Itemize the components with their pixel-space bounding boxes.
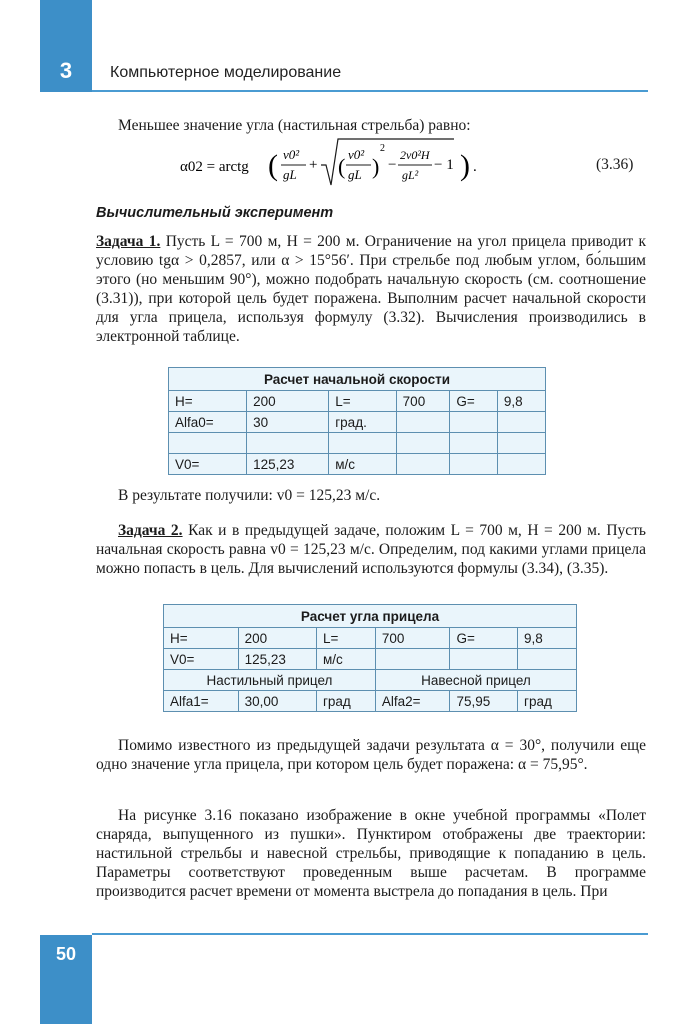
- table-cell: Alfa0=: [169, 412, 247, 433]
- table-row: [169, 391, 546, 412]
- formula-inner-paren-open: (: [338, 154, 346, 179]
- paragraph-after-task2: Помимо известного из предыдущей задачи результата α = 30°, получили еще одно значение угла прицела, при котором цель будет поражена: α = 75,95°.: [96, 737, 646, 773]
- formula-inner-paren-close: ): [372, 154, 380, 179]
- table-cell: [450, 649, 518, 670]
- table-row: [169, 454, 546, 475]
- table-cell: 30: [247, 412, 329, 433]
- table-cell: 30,00: [238, 691, 316, 712]
- table-cell: [247, 433, 329, 454]
- intro-paragraph: Меньшее значение угла (настильная стрельба) равно:: [118, 117, 471, 134]
- chapter-number: 3: [59, 58, 73, 83]
- table-cell: L=: [316, 628, 375, 649]
- table-cell: [396, 433, 450, 454]
- paragraph-figure-3-16: На рисунке 3.16 показано изображение в окне учебной программы «Полет снаряда, выпущенного из пушки». Пунктиром отображены две траектории: настильной стрельбы и навесной стрельбы, приводящие к попаданию в цель. Параметры соответствуют проведенным выше расчетам. В программе производится расчет времени от момента выстрела до попадания в цель. При: [96, 807, 646, 900]
- task1-label: Задача 1.: [96, 233, 161, 250]
- formula-num3: 2v0²H: [400, 148, 430, 162]
- formula-den3: gL²: [402, 168, 419, 182]
- formula-exponent: 2: [380, 143, 385, 154]
- table-cell: 75,95: [450, 691, 518, 712]
- table-cell: [497, 433, 545, 454]
- table-cell: град: [316, 691, 375, 712]
- table-row: [164, 628, 577, 649]
- section-title: Вычислительный эксперимент: [96, 205, 334, 221]
- table-cell: м/с: [316, 649, 375, 670]
- formula-3-36: [180, 135, 480, 193]
- task1-text: Пусть L = 700 м, H = 200 м. Ограничение на угол прицела приводит к условию tgα > 0,2857, или α > 15°56′. При стрельбе под любым углом, бо́льшим этого (но меньшим 90°), можно подобрать начальную скорость (см. соотношение (3.31)), при которой цель будет поражена. Выполним расчет начальной скорости для угла прицела, используя формулу (3.32). Вычисления производились в электронной таблице.: [96, 233, 646, 345]
- table-cell: 200: [247, 391, 329, 412]
- table-cell: V0=: [164, 649, 239, 670]
- formula-period: .: [473, 159, 477, 175]
- table-row: [164, 649, 577, 670]
- table-cell: [450, 412, 497, 433]
- table-cell: [329, 433, 396, 454]
- subheader-high-aim: Навесной прицел: [375, 670, 576, 691]
- formula-lhs: α02 = arctg: [180, 159, 249, 175]
- table-row: [169, 412, 546, 433]
- table-cell: [450, 433, 497, 454]
- footer-rule: [92, 933, 648, 935]
- table-cell: 700: [375, 628, 450, 649]
- table-cell: град.: [329, 412, 396, 433]
- spreadsheet-aim-angle: [163, 604, 577, 712]
- table-cell: G=: [450, 391, 497, 412]
- table-cell: H=: [169, 391, 247, 412]
- subheader-flat-aim: Настильный прицел: [164, 670, 376, 691]
- table-cell: [169, 433, 247, 454]
- header-rule: [92, 90, 648, 92]
- equation-number: (3.36): [596, 156, 634, 173]
- task2-label: Задача 2.: [118, 522, 183, 539]
- table-cell: H=: [164, 628, 239, 649]
- formula-plus: +: [309, 157, 318, 173]
- table-cell: [497, 412, 545, 433]
- table-cell: G=: [450, 628, 518, 649]
- formula-den2: gL: [348, 167, 362, 182]
- table-cell: [396, 412, 450, 433]
- table-cell: [396, 454, 450, 475]
- table-cell: 125,23: [238, 649, 316, 670]
- table-cell: 700: [396, 391, 450, 412]
- table-cell: V0=: [169, 454, 247, 475]
- formula-num2: v0²: [348, 147, 365, 162]
- table-cell: [450, 454, 497, 475]
- table-cell: 125,23: [247, 454, 329, 475]
- page-number: 50: [55, 944, 77, 964]
- table-cell: 9,8: [497, 391, 545, 412]
- table-cell: [518, 649, 577, 670]
- formula-num1: v0²: [283, 147, 300, 162]
- running-header-title: Компьютерное моделирование: [110, 64, 342, 81]
- table2-caption: Расчет угла прицела: [164, 605, 577, 628]
- spreadsheet-initial-velocity: [168, 367, 546, 475]
- task2-text: Как и в предыдущей задаче, положим L = 700 м, H = 200 м. Пусть начальная скорость равна v0 = 125,23 м/с. Определим, под какими углами прицела можно попасть в цель. Для вычислений используются формулы (3.34), (3.35).: [96, 522, 646, 577]
- result1-paragraph: В результате получили: v0 = 125,23 м/с.: [118, 487, 381, 504]
- formula-den1: gL: [283, 167, 297, 182]
- formula-minus-one: − 1: [434, 157, 454, 173]
- table-row: [164, 691, 577, 712]
- table-row: [169, 433, 546, 454]
- formula-paren-close: ): [460, 149, 470, 182]
- table-cell: Alfa2=: [375, 691, 450, 712]
- table-cell: м/с: [329, 454, 396, 475]
- formula-paren-open: (: [268, 149, 278, 182]
- task2-paragraph: [96, 521, 646, 578]
- table-cell: [497, 454, 545, 475]
- task1-paragraph: [96, 232, 646, 346]
- table1-caption: Расчет начальной скорости: [169, 368, 546, 391]
- table-cell: [375, 649, 450, 670]
- formula-minus: −: [388, 157, 397, 173]
- table-cell: 200: [238, 628, 316, 649]
- table-cell: Alfa1=: [164, 691, 239, 712]
- table-cell: L=: [329, 391, 396, 412]
- table-row: [164, 670, 577, 691]
- table-cell: град: [518, 691, 577, 712]
- table-cell: 9,8: [518, 628, 577, 649]
